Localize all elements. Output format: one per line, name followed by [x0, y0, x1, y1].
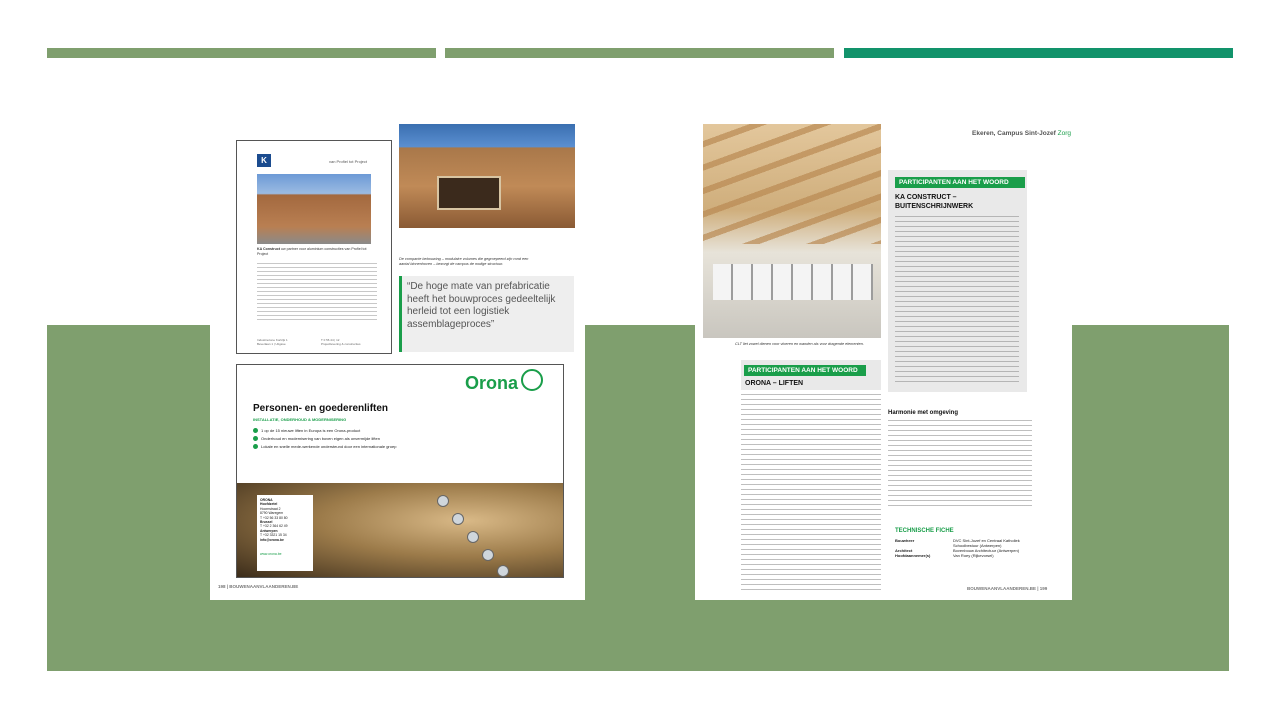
top-bar-left	[47, 48, 436, 58]
window-strip	[713, 264, 873, 300]
ka-construct-ad	[236, 140, 392, 354]
tech-row: Architect Bovenbouw Architectuur (Antwerpen)	[895, 548, 1020, 553]
ka-body-lines	[257, 263, 377, 321]
elevator-button	[482, 549, 494, 561]
tech-row: Bouwheer DVC Sint-Jozef en Centraal Katholiek Schoolbestuur (Antwerpen)	[895, 538, 1020, 548]
interior-photo-caption: CLT liet zowel dienen voor vloeren en wanden als voor dragende elementen.	[735, 342, 864, 346]
orona-bullet: Onderhoud en modernisering van boven eigen als onvermijde liften	[253, 435, 503, 443]
section-location: Ekeren, Campus Sint-Jozef	[972, 130, 1056, 137]
top-bar-right	[844, 48, 1233, 58]
section-header	[972, 130, 1071, 137]
participant-box-ka	[888, 170, 1027, 392]
contact-brussels-phone: T +32 2 364 62 49	[260, 524, 288, 529]
participant-box-orona	[741, 360, 881, 390]
pull-quote	[399, 276, 574, 352]
harmony-heading: Harmonie met omgeving	[888, 410, 959, 416]
elevator-button	[437, 495, 449, 507]
ka-building-photo	[257, 174, 371, 244]
contact-email: info@orona.be	[260, 537, 284, 542]
contact-brussels-label: Brussel	[260, 520, 273, 525]
elevator-button	[467, 531, 479, 543]
ka-footer-left: Industriezone Kortrijk 1 Beverlaan 1 | Uitgave	[257, 338, 288, 346]
magazine-page-right	[695, 124, 1072, 600]
participant-body-ka	[895, 216, 1019, 386]
contact-website: www.orona.be	[260, 552, 282, 557]
orona-logo-rings	[521, 369, 543, 391]
quote-text: “De hoge mate van prefabricatie heeft het bouwproces gedeeltelijk herleid tot een logistiek assemblageproces”	[407, 281, 556, 330]
check-icon	[253, 436, 258, 441]
elevator-button	[497, 565, 509, 577]
orona-subtitle: INSTALLATIE, ONDERHOUD & MODERNISERING	[253, 417, 347, 422]
ka-caption-text: uw partner voor aluminium constructies van Profiel tot Project	[257, 247, 367, 256]
check-icon	[253, 444, 258, 449]
photo-window	[437, 176, 501, 210]
participant-label-orona: PARTICIPANTEN AAN HET WOORD	[744, 365, 866, 376]
orona-bullets	[253, 427, 503, 451]
quote-accent-line	[399, 276, 402, 352]
tech-fiche-label: TECHNISCHE FICHE	[895, 528, 954, 534]
orona-bullet: 1 op de 15 nieuwe liften in Europa is een Orona-product	[253, 427, 503, 435]
ka-caption-company: KA Construct	[257, 247, 281, 251]
campus-building-photo	[399, 124, 575, 228]
ka-tagline: van Profiel tot Project	[329, 159, 368, 164]
participant-title-ka: KA CONSTRUCT – BUITENSCHRIJNWERK	[895, 194, 974, 210]
tech-fiche-table	[895, 538, 1045, 558]
clt-interior-photo	[703, 124, 881, 338]
orona-bullet: Lokale en snelle mede-werkende ondersteund door een internationale groep	[253, 443, 503, 451]
section-tag: Zorg	[1057, 130, 1071, 137]
contact-company: ORONA	[260, 498, 273, 502]
ka-logo: K	[257, 154, 271, 167]
contact-antwerp-label: Antwerpen	[260, 528, 278, 533]
contact-antwerp-phone: T +32 3321 15 34	[260, 533, 287, 538]
magazine-page-left	[210, 124, 585, 600]
elevator-button	[452, 513, 464, 525]
orona-title: Personen- en goederenliften	[253, 403, 389, 414]
ceiling-beams	[703, 124, 881, 244]
ka-caption	[257, 247, 377, 256]
participant-label-ka: PARTICIPANTEN AAN HET WOORD	[895, 177, 1025, 188]
contact-hq-address: Hoornstraat 2 8790 Waregem	[260, 506, 284, 516]
left-page-footer: 198 | BOUWENAANVLAANDEREN.BE	[218, 584, 299, 589]
check-icon	[253, 428, 258, 433]
campus-photo-caption: De compacte bebouwing – modulaire volumes die gegroepeerd zijn rond een aantal binnenhoven – bezorgt de campus de nodige structuur.	[399, 257, 529, 266]
harmony-body-text	[888, 420, 1032, 508]
orona-body-text	[741, 394, 881, 594]
ka-footer-right: T 0 56 44 | 12 Projectlevering & constructies	[321, 338, 361, 346]
top-bar-middle	[445, 48, 834, 58]
orona-contact-card	[257, 495, 313, 571]
contact-hq-label: Hoofdzetel	[260, 502, 278, 507]
participant-title-orona: ORONA – LIFTEN	[745, 380, 804, 387]
orona-logo: Orona	[465, 373, 519, 393]
contact-hq-phone: T +32 56 33 80 80	[260, 515, 288, 520]
tech-row: Hoofdaannemer(s) Van Roey (Rijkevorsel)	[895, 553, 994, 558]
orona-ad	[236, 364, 564, 578]
right-page-footer: BOUWENAANVLAANDEREN.BE | 199	[967, 586, 1048, 591]
